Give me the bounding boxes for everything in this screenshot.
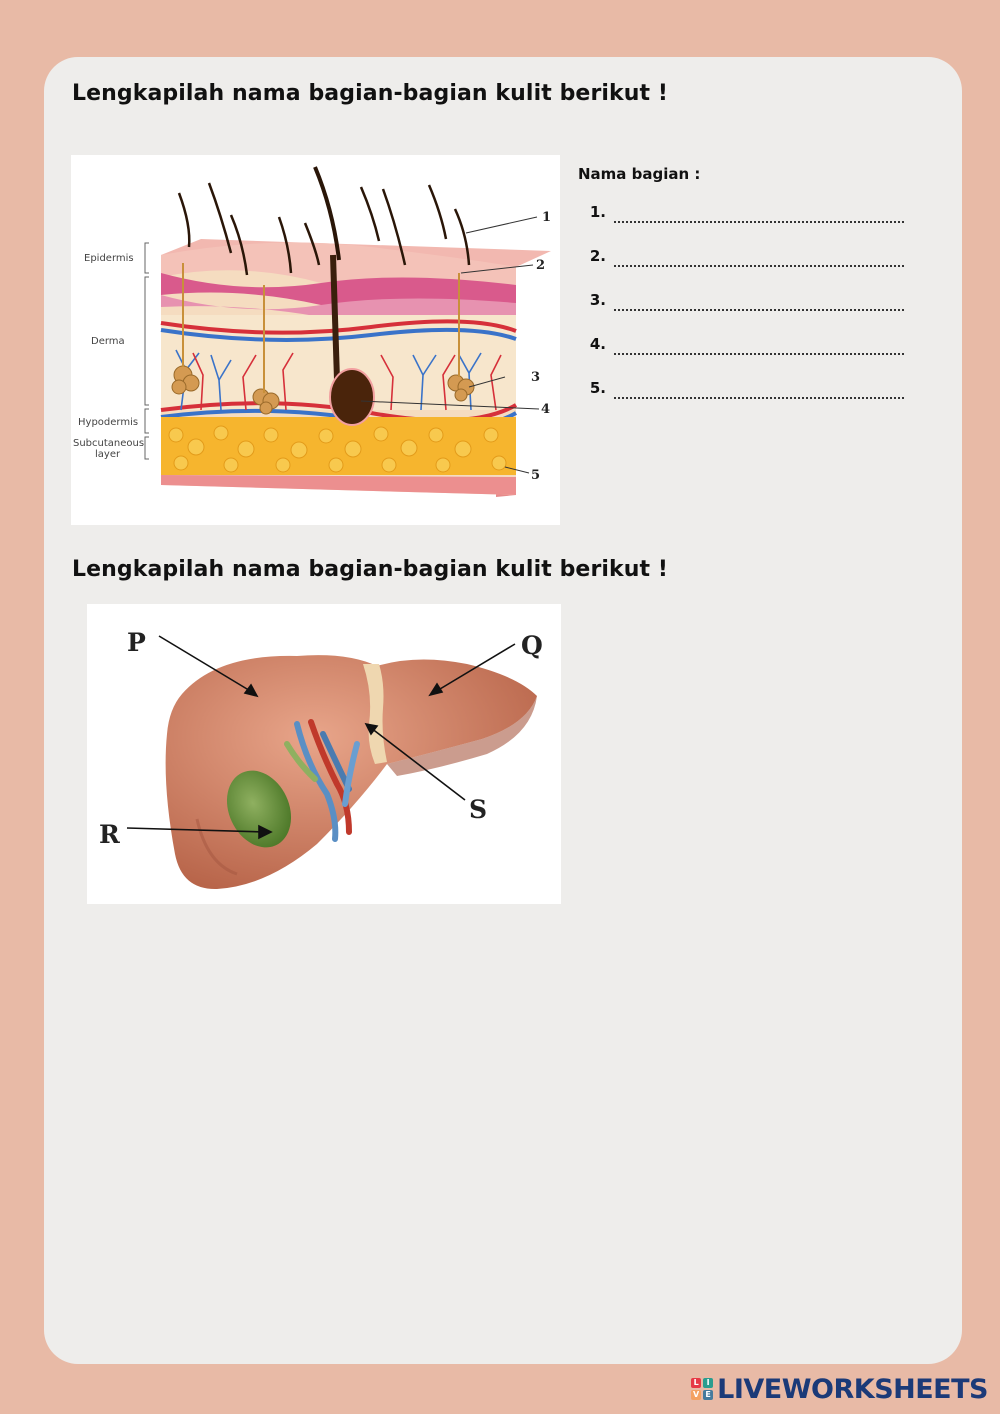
answer-number: 5.: [589, 379, 606, 397]
number-label-2: 2: [536, 258, 546, 273]
label-derma: Derma: [91, 336, 125, 347]
answer-field-5[interactable]: [614, 379, 904, 399]
answer-field-1[interactable]: [614, 203, 904, 223]
answer-number: 3.: [589, 291, 606, 309]
answer-number: 2.: [589, 247, 606, 265]
answer-field-4[interactable]: [614, 335, 904, 355]
brand-name: LIVEWORKSHEETS: [717, 1373, 988, 1405]
answers-heading: Nama bagian :: [578, 165, 701, 183]
label-hypodermis: Hypodermis: [78, 417, 139, 428]
answer-row-4: [578, 335, 928, 379]
label-layer: layer: [95, 449, 121, 460]
answer-row-1: [578, 203, 928, 247]
number-label-1: 1: [542, 210, 552, 225]
logo-letter: L: [691, 1378, 701, 1388]
liveworksheets-brand: [691, 1372, 988, 1406]
answer-row-3: [578, 291, 928, 335]
liveworksheets-logo-icon: [691, 1378, 713, 1400]
liver-illustration: [87, 604, 561, 904]
logo-letter: I: [703, 1378, 713, 1388]
letter-label-q: Q: [521, 631, 543, 660]
number-label-5: 5: [531, 468, 541, 483]
liver-diagram: [87, 604, 561, 904]
letter-label-r: R: [99, 820, 120, 849]
letter-label-p: P: [127, 628, 146, 657]
answer-row-2: [578, 247, 928, 291]
number-label-3: 3: [531, 370, 541, 385]
letter-label-s: S: [469, 795, 488, 824]
label-subcutaneous: Subcutaneous: [73, 438, 145, 449]
answer-row-5: [578, 379, 928, 423]
answer-number: 1.: [589, 203, 606, 221]
worksheet-card: [44, 57, 962, 1364]
question-1-title: Lengkapilah nama bagian-bagian kulit berikut !: [72, 81, 669, 106]
question-2-title: Lengkapilah nama bagian-bagian kulit berikut !: [72, 557, 669, 582]
answer-list: [578, 165, 928, 423]
number-label-4: 4: [541, 402, 551, 417]
answer-field-2[interactable]: [614, 247, 904, 267]
label-epidermis: Epidermis: [84, 253, 134, 264]
answer-number: 4.: [589, 335, 606, 353]
logo-letter: E: [703, 1390, 713, 1400]
logo-letter: V: [693, 1390, 700, 1399]
skin-cross-section-illustration: [71, 155, 560, 525]
skin-diagram: [71, 155, 560, 525]
answer-field-3[interactable]: [614, 291, 904, 311]
